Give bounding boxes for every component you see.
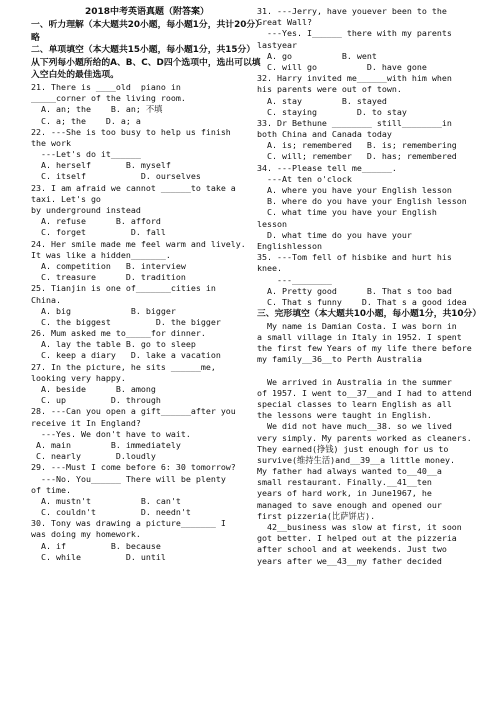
question-line: C. a; the D. a; a <box>31 115 141 126</box>
question-line: 26. Mum asked me to_____for dinner. <box>31 328 206 339</box>
question-line: C. itself D. ourselves <box>31 171 201 182</box>
passage-line: a small village in Italy in 1952. I spent <box>257 331 462 342</box>
question-line: 29. ---Must I come before 6: 30 tomorrow? <box>31 462 236 473</box>
question-line: ---No. You______ There will be plenty <box>31 473 226 484</box>
question-line: 35. ---Tom fell of hisbike and hurt his <box>257 252 452 263</box>
question-line: C. nearly D.loudly <box>31 451 156 462</box>
question-line: 34. ---Please tell me______. <box>257 162 397 173</box>
question-line: 22. ---She is too busy to help us finish <box>31 126 231 137</box>
passage-line: years after we__43__my father decided <box>257 555 442 566</box>
question-line: 21. There is ____old piano in <box>31 81 181 92</box>
question-line: C. forget D. fall <box>31 227 166 238</box>
question-line: lesson <box>257 218 287 229</box>
page-title: 2018中考英语真题（附答案） <box>84 7 210 17</box>
passage-line: managed to save enough and opened our <box>257 499 442 510</box>
question-line: 31. ---Jerry, have youever been to the <box>257 6 447 16</box>
question-line: A. where you have your English lesson <box>257 185 452 195</box>
question-line: taxi. Let's go <box>31 193 101 204</box>
question-line: B. where do you have your English lesson <box>257 196 467 207</box>
question-line: C. what time you have your English <box>257 207 437 218</box>
question-line: C. staying D. to stay <box>257 106 407 117</box>
question-line: receive it In England? <box>31 417 141 428</box>
question-line: A. if B. because <box>31 540 161 551</box>
question-line: 24. Her smile made me feel warm and lively. <box>31 238 246 249</box>
question-line: A. herself B. myself <box>31 160 171 171</box>
question-line: It was like a hidden_______. <box>31 249 171 260</box>
question-line: C. up D. through <box>31 395 161 406</box>
question-line: China. <box>31 294 61 305</box>
question-line: the work <box>31 137 71 148</box>
section-instructions: 从下列每小题所给的A、B、C、D四个选项中，选出可以填入空白处的最佳选项。 <box>31 57 261 81</box>
section-cloze-header: 三、完形填空（本大题共10小题，每小题1分，共10分） <box>257 309 482 320</box>
question-line: Englishlesson <box>257 240 322 251</box>
question-line: C. will go D. have gone <box>257 61 427 72</box>
section-listening-header: 一、听力理解（本大题共20小题，每小题1分，共计20分）略 <box>31 20 260 43</box>
question-line: A. main B. immediately <box>31 439 181 450</box>
question-line: _____corner of the living room. <box>31 93 186 104</box>
passage-line: small restaurant. Finally.__41__ten <box>257 477 432 488</box>
question-line: C. couldn't D. needn't <box>31 507 191 518</box>
question-line: A. Pretty good B. That s too bad <box>257 285 452 296</box>
question-line: C. keep a diary D. lake a vacation <box>31 350 221 361</box>
question-line: both China and Canada today <box>257 129 392 140</box>
passage-line <box>257 365 489 376</box>
question-line: ---Yes. We don't have to wait. <box>31 428 191 439</box>
question-line: ---At ten o'clock <box>257 173 352 184</box>
cloze-passage <box>257 321 489 567</box>
question-line: knee. <box>257 263 282 274</box>
passage-line: 42__business was slow at first, it soon <box>257 522 462 533</box>
passage-line: We arrived in Australia in the summer <box>257 376 452 387</box>
question-line: 32. Harry invited me______with him when <box>257 73 452 84</box>
question-line: Great Wall? <box>257 17 312 28</box>
question-line: C. will; remember D. has; remembered <box>257 151 457 162</box>
passage-line: the lessons were taught in English. <box>257 410 432 421</box>
question-line: A. competition B. interview <box>31 260 186 271</box>
right-column <box>257 0 489 567</box>
section-single-choice-header: 二、单项填空（本大题共15小题，每小题1分，共15分） <box>31 45 256 56</box>
question-line: A. refuse B. afford <box>31 216 161 227</box>
passage-line: very simply. My parents worked as cleaners. <box>257 432 472 443</box>
passage-line: special classes to learn English as all <box>257 398 452 409</box>
question-line: C. the biggest D. the bigger <box>31 316 221 327</box>
passage-line: We did not have much__38. so we lived <box>257 421 452 432</box>
passage-line: the first few Years of my life there before <box>257 343 472 354</box>
question-line: A. an; the B. an; 不填 <box>31 104 163 115</box>
question-line: C. treasure D. tradition <box>31 272 186 283</box>
question-line: by underground instead <box>31 205 141 216</box>
question-line: ---________ <box>257 274 332 285</box>
passage-line: They earned(挣钱) just enough for us to <box>257 443 449 454</box>
question-line: 28. ---Can you open a gift______after you <box>31 406 236 417</box>
question-line: ---Yes. I______ there with my parents <box>257 28 452 39</box>
question-line: C. while D. until <box>31 551 166 562</box>
question-line: A. lay the table B. go to sleep <box>31 339 196 350</box>
question-line: A. mustn't B. can't <box>31 495 181 506</box>
question-line: A. stay B. stayed <box>257 95 387 106</box>
passage-line: My father had always wanted to__40__a <box>257 466 442 477</box>
question-line: lastyear <box>257 39 297 50</box>
question-line: D. what time do you have your <box>257 229 412 240</box>
question-line: 25. Tianjin is one of_______cities in <box>31 283 216 294</box>
passage-line: years of hard work, in June1967, he <box>257 488 432 499</box>
question-line: ---Let's do it______ <box>31 149 141 160</box>
passage-line: first pizzeria(比萨饼店). <box>257 510 376 521</box>
question-line: A. beside B. among <box>31 384 156 395</box>
question-line: was doing my homework. <box>31 529 141 540</box>
left-column <box>31 0 263 563</box>
question-line: A. is; remembered B. is; remembering <box>257 140 457 151</box>
question-line: 30. Tony was drawing a picture_______ I <box>31 518 226 529</box>
passage-line: of 1957. I went to__37__and I had to attend <box>257 387 472 398</box>
right-question-list <box>257 6 489 308</box>
question-line: 27. In the picture, he sits ______me, <box>31 361 216 372</box>
question-line: A. go B. went <box>257 50 377 61</box>
question-line: of time. <box>31 484 71 495</box>
question-line: 33. Dr Bethune ________ still________in <box>257 117 452 128</box>
passage-line: survive(维持生活)and__39__a little money. <box>257 454 456 465</box>
question-line: 23. I am afraid we cannot ______to take a <box>31 182 236 193</box>
passage-line: my family__36__to Perth Australia <box>257 354 422 365</box>
question-line: A. big B. bigger <box>31 305 176 316</box>
passage-line: got better. I helped out at the pizzeria <box>257 533 457 544</box>
passage-line: after school and at weekends. Just two <box>257 544 447 555</box>
passage-line: My name is Damian Costa. I was born in <box>257 320 457 331</box>
question-line: C. That s funny D. That s a good idea <box>257 296 467 307</box>
question-line: his parents were out of town. <box>257 84 402 95</box>
left-question-list <box>31 82 263 563</box>
question-line: looking very happy. <box>31 372 126 383</box>
